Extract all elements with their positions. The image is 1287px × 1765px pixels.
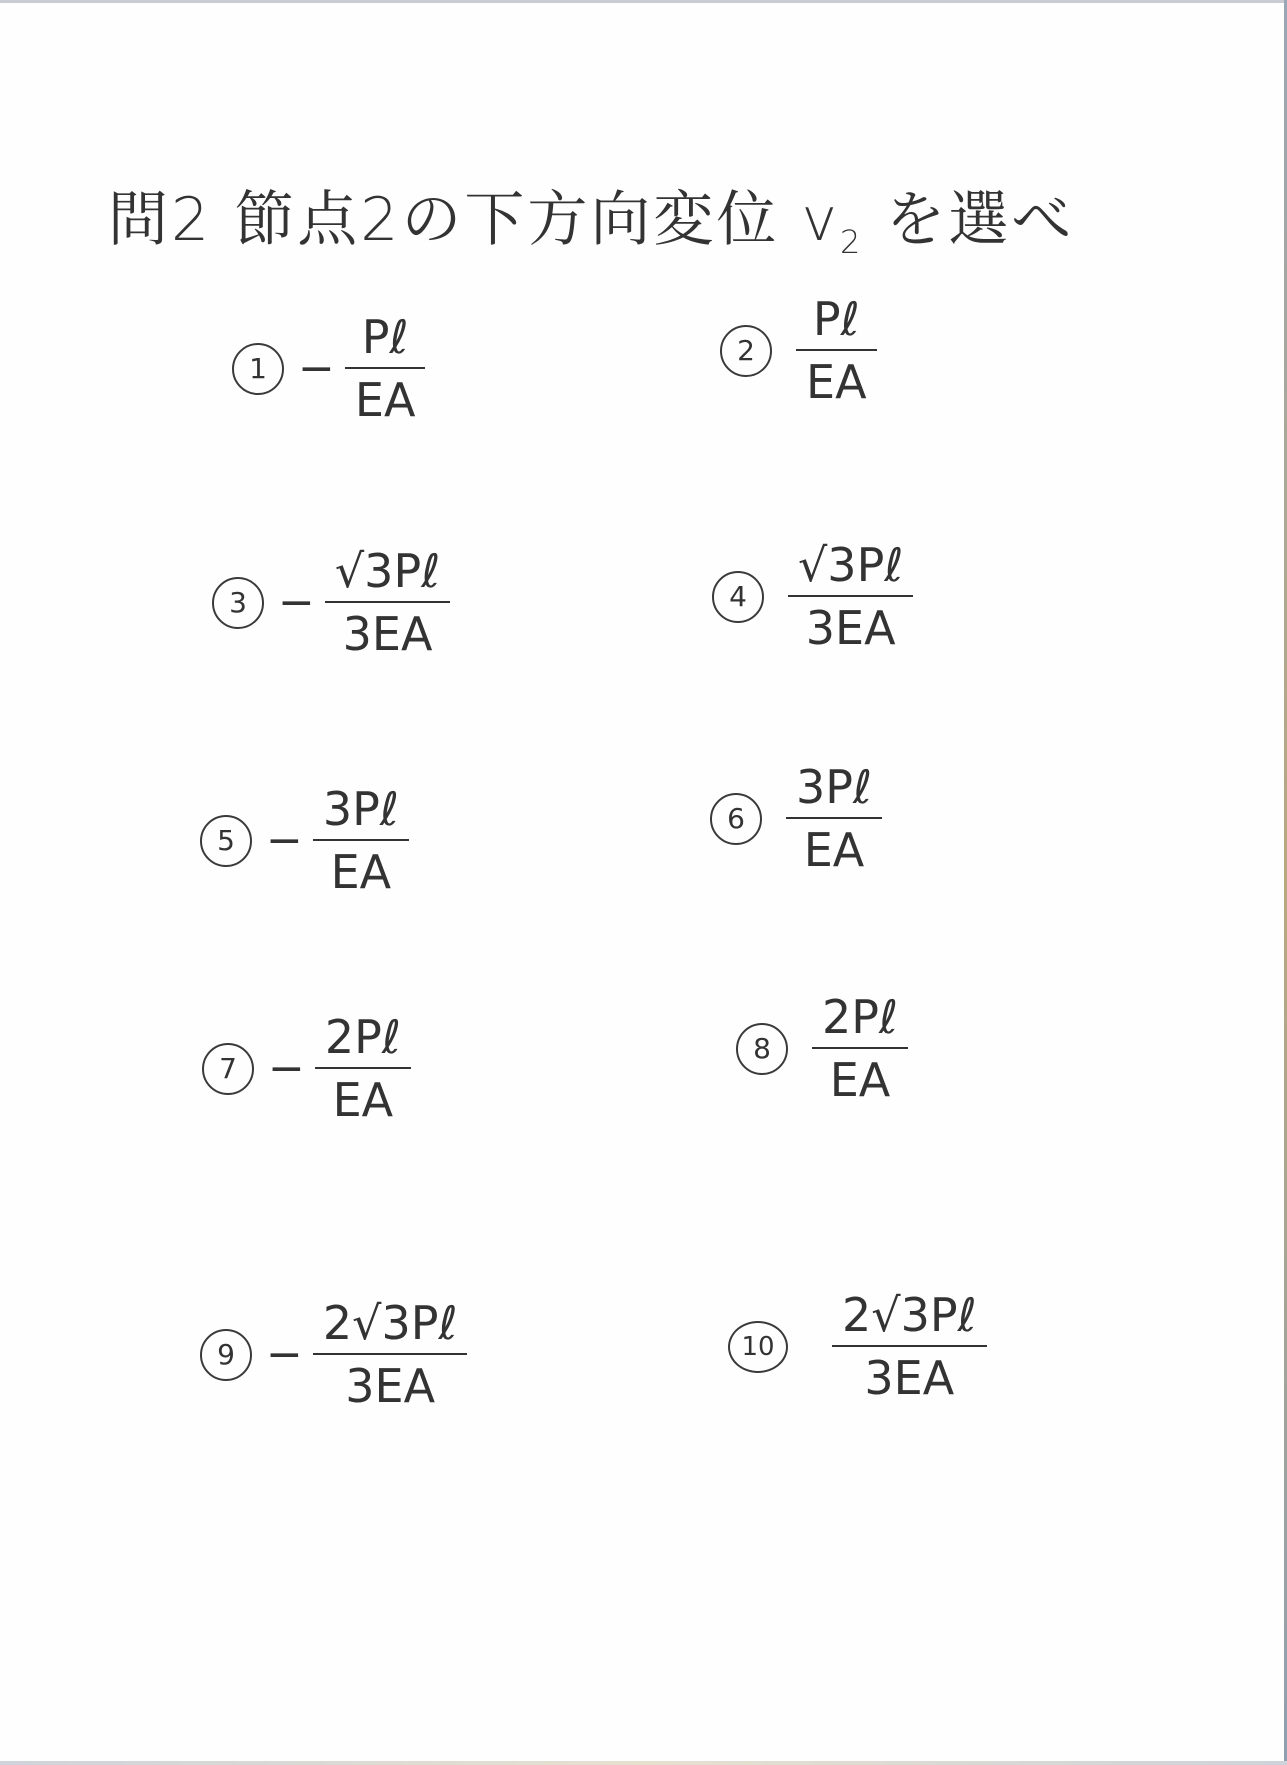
numerator: 2Pℓ [822,990,899,1044]
fraction [325,546,450,659]
choice-sign: − [266,1329,303,1381]
denominator: 3EA [345,1358,436,1413]
choice-8[interactable] [736,992,908,1105]
denominator: 3EA [342,606,433,661]
choice-number: 9 [200,1329,252,1381]
choice-1[interactable] [232,312,425,425]
numerator: 3Pℓ [796,760,873,814]
choice-number: 3 [212,577,264,629]
denominator: EA [803,822,865,877]
choice-7[interactable] [202,1012,411,1125]
choice-number: 7 [202,1043,254,1095]
numerator: Pℓ [812,292,860,346]
scan-edge-bottom [0,1761,1287,1765]
scan-edge-top [0,0,1287,3]
choice-number: 5 [200,815,252,867]
question-text [108,172,1074,261]
choice-2[interactable] [720,294,877,407]
fraction [313,784,409,897]
fraction [788,540,913,653]
choice-4[interactable] [712,540,913,653]
fraction [832,1290,987,1403]
choice-number: 1 [232,343,284,395]
choice-3[interactable] [212,546,450,659]
choice-9[interactable] [200,1298,467,1411]
denominator: 3EA [864,1350,955,1405]
denominator: 3EA [805,600,896,655]
question-prefix: 問2 節点2の下方向変位 v [108,185,840,255]
numerator: √3Pℓ [334,544,441,598]
choice-sign: − [266,815,303,867]
denominator: EA [829,1052,891,1107]
choice-sign: − [268,1043,305,1095]
choice-number: 10 [728,1321,788,1373]
choice-5[interactable] [200,784,409,897]
question-suffix: を選べ [863,185,1075,255]
choice-sign: − [298,343,335,395]
denominator: EA [354,372,416,427]
numerator: 2√3Pℓ [842,1288,977,1342]
fraction [345,312,426,425]
choice-number: 2 [720,325,772,377]
numerator: 2√3Pℓ [322,1296,458,1350]
choice-number: 8 [736,1023,788,1075]
fraction [812,992,908,1105]
denominator: EA [330,844,392,899]
numerator: 2Pℓ [324,1010,401,1064]
fraction [313,1298,468,1411]
numerator: 3Pℓ [322,782,399,836]
numerator: Pℓ [361,310,409,364]
fraction [786,762,882,875]
fraction [315,1012,411,1125]
choice-6[interactable] [710,762,882,875]
question-subscript: 2 [840,223,864,261]
choice-number: 4 [712,571,764,623]
choice-10[interactable] [728,1290,987,1403]
fraction [796,294,877,407]
numerator: √3Pℓ [798,538,904,592]
denominator: EA [806,354,867,409]
denominator: EA [332,1072,394,1127]
choice-number: 6 [710,793,762,845]
choice-sign: − [278,577,315,629]
